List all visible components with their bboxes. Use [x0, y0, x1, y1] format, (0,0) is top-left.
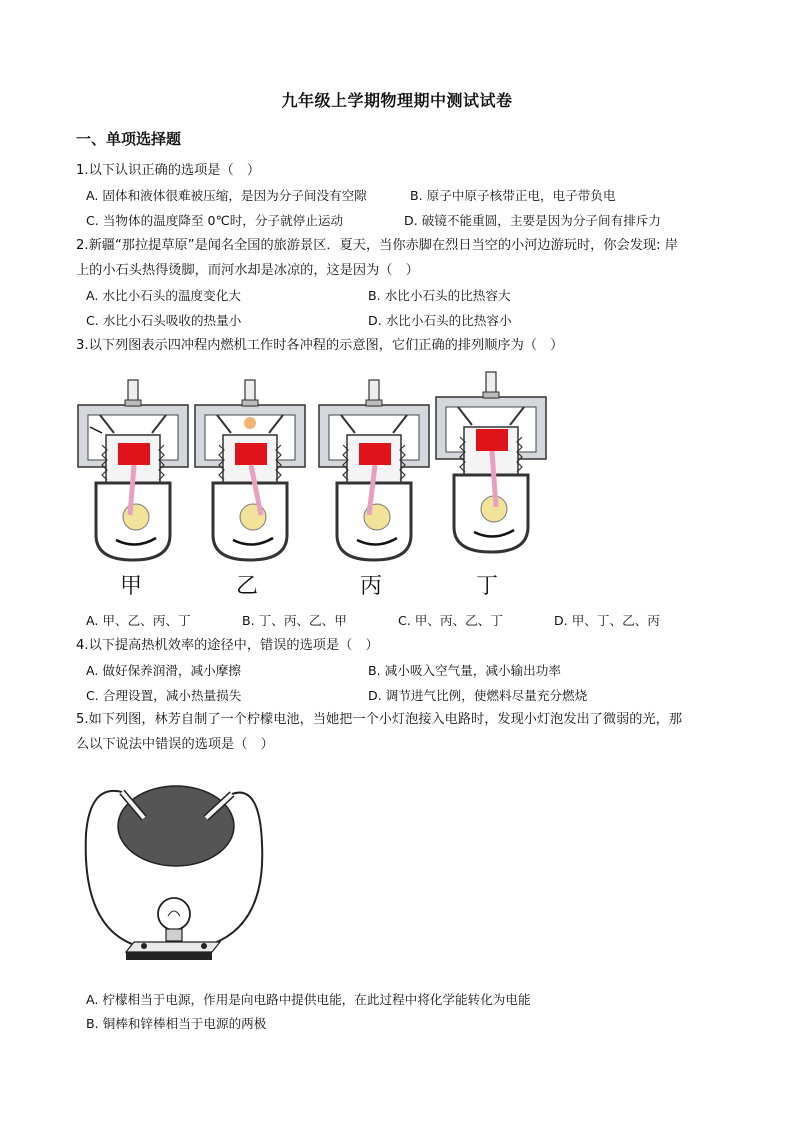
q2-option-c[interactable]: C. 水比小石头吸收的热量小 [86, 313, 242, 328]
piston-bing [359, 443, 391, 465]
q3-option-b[interactable]: B. 丁、丙、乙、甲 [242, 613, 347, 628]
q4-option-b[interactable]: B. 减小吸入空气量，减小输出功率 [368, 663, 561, 678]
q3-stem: 3.以下列图表示四冲程内燃机工作时各冲程的示意图，它们正确的排列顺序为（ ） [76, 338, 564, 353]
q3-option-d[interactable]: D. 甲、丁、乙、丙 [554, 613, 660, 628]
label-ding: 丁 [476, 574, 499, 599]
q2-option-b[interactable]: B. 水比小石头的比热容大 [368, 288, 511, 303]
piston-yi [235, 443, 267, 465]
page-title: 九年级上学期物理期中测试试卷 [281, 91, 513, 110]
q2-option-d[interactable]: D. 水比小石头的比热容小 [368, 313, 512, 328]
engine-jia [78, 380, 188, 560]
q4-option-a[interactable]: A. 做好保养润滑，减小摩擦 [86, 663, 241, 678]
q5-stem-line2: 么以下说法中错误的选项是（ ） [76, 737, 274, 752]
label-yi: 乙 [236, 574, 259, 599]
label-bing: 丙 [360, 574, 383, 599]
engine-ding [436, 372, 546, 552]
q2-option-a[interactable]: A. 水比小石头的温度变化大 [86, 288, 241, 303]
label-jia: 甲 [120, 574, 143, 599]
q4-option-c[interactable]: C. 合理设置，减小热量损失 [86, 688, 242, 703]
section-heading: 一、单项选择题 [76, 130, 182, 148]
q2-stem-line1: 2.新疆“那拉提草原”是闻名全国的旅游景区．夏天，当你赤脚在烈日当空的小河边游玩时，你会发现: 岸 [76, 238, 678, 253]
lemon-battery-figure [82, 774, 272, 974]
q3-option-a[interactable]: A. 甲、乙、丙、丁 [86, 613, 191, 628]
q1-option-a[interactable]: A. 固体和液体很难被压缩，是因为分子间没有空隙 [86, 188, 367, 203]
q2-stem-line2: 上的小石头热得烫脚，而河水却是冰凉的，这是因为（ ） [76, 263, 419, 278]
bulb-base [126, 952, 212, 960]
piston-ding [476, 429, 508, 451]
q4-option-d[interactable]: D. 调节进气比例，使燃料尽量充分燃烧 [368, 688, 588, 703]
q1-option-d[interactable]: D. 破镜不能重圆，主要是因为分子间有排斥力 [404, 213, 661, 228]
q5-stem-line1: 5.如下列图，林芳自制了一个柠檬电池，当她把一个小灯泡接入电路时，发现小灯泡发出了微弱的光，那 [76, 712, 683, 727]
piston-jia [118, 443, 150, 465]
q1-option-b[interactable]: B. 原子中原子核带正电，电子带负电 [410, 188, 616, 203]
engine-yi [195, 380, 305, 560]
lemon [118, 786, 234, 866]
light-bulb [158, 898, 190, 930]
q5-option-b[interactable]: B. 铜棒和锌棒相当于电源的两极 [86, 1016, 267, 1031]
q3-option-c[interactable]: C. 甲、丙、乙、丁 [398, 613, 503, 628]
q1-stem: 1.以下认识正确的选项是（ ） [76, 163, 261, 178]
engine-strokes-figure [78, 375, 548, 605]
q1-option-c[interactable]: C. 当物体的温度降至 0℃时，分子就停止运动 [86, 213, 344, 228]
q5-option-a[interactable]: A. 柠檬相当于电源，作用是向电路中提供电能，在此过程中将化学能转化为电能 [86, 992, 531, 1007]
engine-bing [319, 380, 429, 560]
q4-stem: 4.以下提高热机效率的途径中，错误的选项是（ ） [76, 638, 379, 653]
